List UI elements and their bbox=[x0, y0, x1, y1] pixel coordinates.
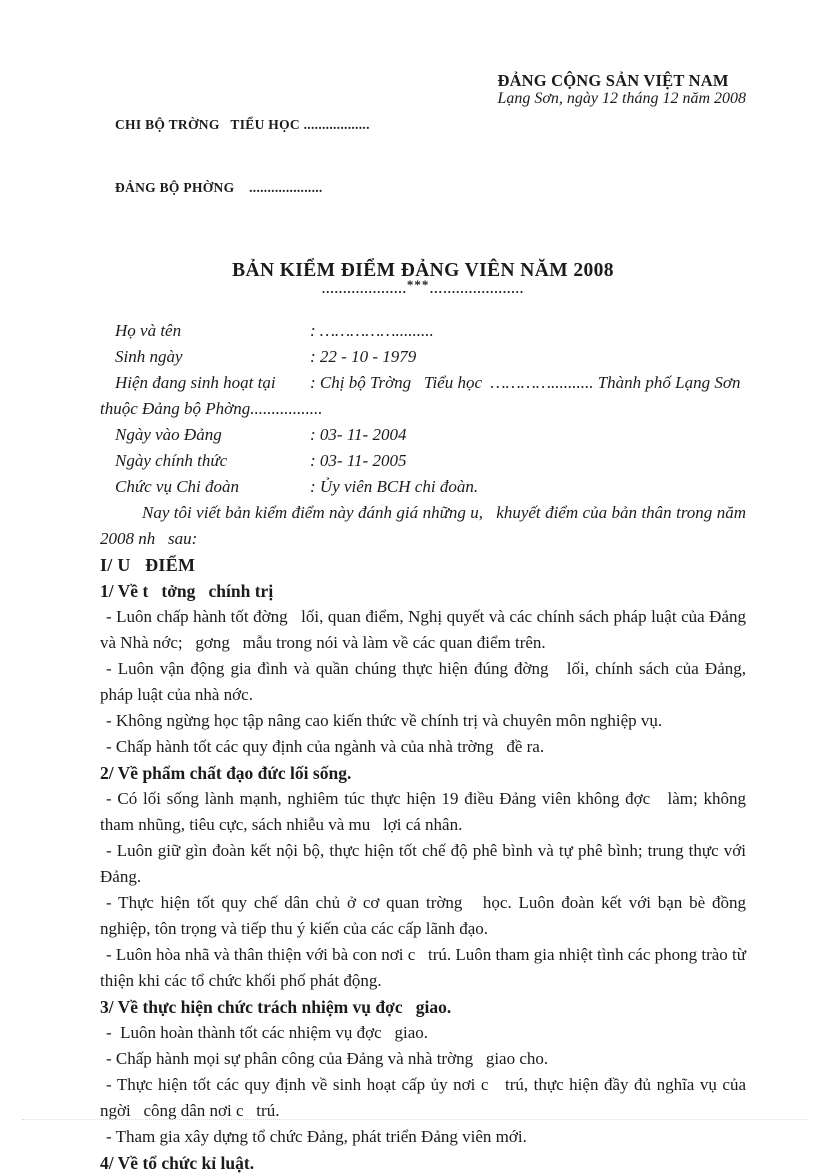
info-field-row bbox=[100, 448, 746, 474]
body-paragraph: - Có lối sống lành mạnh, nghiêm túc thực hiện 19 điều Đảng viên không đợc làm; không tham nhũng, tiêu cực, sách nhiễu và mu lợi cá nhân. bbox=[100, 789, 751, 834]
body-paragraph: - Luôn hoàn thành tốt các nhiệm vụ đợc giao. bbox=[106, 1023, 428, 1042]
info-field-label: Họ và tên bbox=[115, 321, 182, 340]
info-field-value: : ……………......... bbox=[310, 321, 434, 340]
info-field-value: : 03- 11- 2004 bbox=[310, 425, 407, 444]
document-title: BẢN KIỂM ĐIỂM ĐẢNG VIÊN NĂM 2008 bbox=[232, 260, 614, 281]
place-date-line: Lạng Sơn, ngày 12 tháng 12 năm 2008 bbox=[497, 90, 746, 107]
body-paragraph: - Chấp hành mọi sự phân công của Đảng và nhà trờng giao cho. bbox=[106, 1049, 549, 1068]
info-field-label: Sinh ngày bbox=[115, 347, 183, 366]
party-header-block bbox=[497, 72, 746, 108]
section-sub-heading: 1/ Về t tởng chính trị bbox=[100, 581, 274, 601]
body-paragraph: - Thực hiện tốt quy chế dân chủ ở cơ quan trờng học. Luôn đoàn kết với bạn bè đồng nghiệp, tôn trọng và tiếp thu ý kiến của các cấp lãnh đạo. bbox=[100, 893, 751, 938]
section-sub-heading: 3/ Về thực hiện chức trách nhiệm vụ đợc giao. bbox=[100, 997, 452, 1017]
title-decoration bbox=[100, 277, 746, 296]
section-sub-heading: 4/ Về tổ chức kỉ luật. bbox=[100, 1153, 255, 1173]
info-field-label: Chức vụ Chi đoàn bbox=[115, 477, 240, 496]
info-field-value: : Chị bộ Trờng Tiểu học ………….......... Thành phố Lạng Sơn thuộc Đảng bộ Phờng................. bbox=[100, 373, 745, 418]
intro-paragraph: Nay tôi viết bản kiểm điểm này đánh giá những u, khuyết điểm của bản thân trong năm 2008 nh sau: bbox=[100, 503, 751, 548]
info-field-row bbox=[100, 318, 746, 344]
decoration-stars: *** bbox=[406, 277, 430, 292]
party-name-line: ĐẢNG CỘNG SẢN VIỆT NAM bbox=[497, 71, 729, 90]
body-paragraph: - Luôn hòa nhã và thân thiện với bà con nơi c trú. Luôn tham gia nhiệt tình các phong trào từ thiện khi các tổ chức khối phố phát động. bbox=[100, 945, 751, 990]
body-paragraph: - Tham gia xây dựng tổ chức Đảng, phát triển Đảng viên mới. bbox=[106, 1127, 527, 1146]
info-field-row bbox=[100, 422, 746, 448]
info-field-row bbox=[100, 474, 746, 500]
info-field-label: Hiện đang sinh hoạt tại bbox=[115, 373, 276, 392]
document-sections bbox=[100, 578, 751, 1176]
section-sub-heading: 2/ Về phẩm chất đạo đức lối sống. bbox=[100, 763, 352, 783]
body-paragraph: - Luôn chấp hành tốt đờng lối, quan điểm, Nghị quyết và các chính sách pháp luật của Đảng và Nhà nớc; gơng mẫu trong nói và làm về các quan điểm trên. bbox=[100, 607, 751, 652]
body-paragraph: - Luôn vận động gia đình và quần chúng thực hiện đúng đờng lối, chính sách của Đảng, pháp luật của nhà nớc. bbox=[100, 659, 751, 704]
info-field-row bbox=[100, 370, 746, 422]
page-bottom-dotted-rule bbox=[22, 1119, 808, 1120]
org-header-block bbox=[100, 72, 370, 240]
body-paragraph: - Luôn giữ gìn đoàn kết nội bộ, thực hiện tốt chế độ phê bình và tự phê bình; trung thực với Đảng. bbox=[100, 841, 751, 886]
info-field-value: : Ủy viên BCH chi đoàn. bbox=[310, 477, 479, 496]
org-line-dang-bo: ĐẢNG BỘ PHỜNG .................... bbox=[115, 180, 323, 195]
main-section-heading: I/ U ĐIỂM bbox=[100, 555, 196, 575]
info-field-value: : 03- 11- 2005 bbox=[310, 451, 407, 470]
body-paragraph: - Chấp hành tốt các quy định của ngành và của nhà trờng đề ra. bbox=[106, 737, 545, 756]
info-field-label: Ngày vào Đảng bbox=[115, 425, 222, 444]
info-field-value: : 22 - 10 - 1979 bbox=[310, 347, 417, 366]
info-field-row bbox=[100, 344, 746, 370]
org-line-chi-bo: CHI BỘ TRỜNG TIỂU HỌC .................. bbox=[115, 117, 370, 132]
personal-info-fields bbox=[100, 318, 746, 500]
body-paragraph: - Thực hiện tốt các quy định về sinh hoạt cấp ủy nơi c trú, thực hiện đầy đủ nghĩa vụ của ngời công dân nơi c trú. bbox=[100, 1075, 751, 1120]
body-paragraph: - Không ngừng học tập nâng cao kiến thức về chính trị và chuyên môn nghiệp vụ. bbox=[106, 711, 663, 730]
decoration-dots-left: .................... bbox=[321, 281, 407, 296]
decoration-dots-right: …................... bbox=[429, 281, 525, 296]
info-field-label: Ngày chính thức bbox=[115, 451, 228, 470]
document-header bbox=[100, 72, 746, 240]
